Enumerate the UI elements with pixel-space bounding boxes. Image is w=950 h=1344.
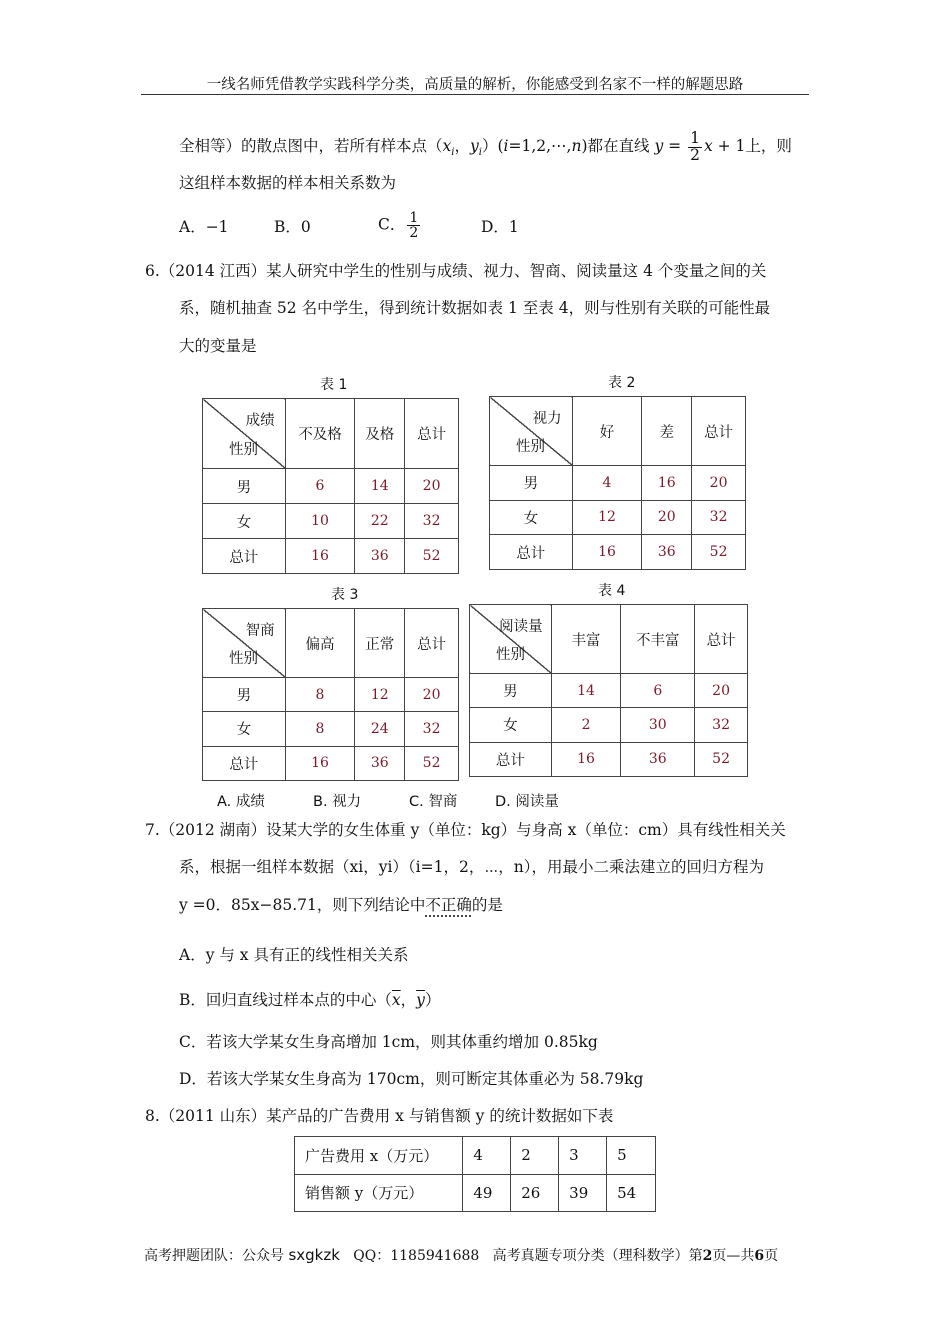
table2-header-corner: 视力 性别 [490, 397, 573, 466]
page-header: 一线名师凭借教学实践科学分类，高质量的解析，你能感受到名家不一样的解题思路 [206, 77, 744, 93]
table3-row-label: 总计 [203, 746, 286, 780]
table2-cell: 4 [572, 466, 642, 501]
table-3 [202, 608, 459, 781]
table3-row-label: 男 [203, 678, 286, 712]
table4-col-header: 不丰富 [621, 605, 695, 674]
table1-col-header: 总计 [405, 399, 459, 469]
table1-row-label: 女 [203, 504, 286, 539]
line-equation: y = $\frac{1}{2}$ x + 1 [654, 129, 746, 164]
table2-cell: 36 [642, 535, 692, 570]
table1-caption: 表 1 [320, 377, 348, 393]
q6-line1: 6.（2014 江西）某人研究中学生的性别与成绩、视力、智商、阅读量这 4 个变量之间的关 [145, 262, 767, 280]
table3-cell: 36 [355, 746, 405, 780]
table1-cell: 20 [405, 469, 459, 504]
table3-cell: 8 [285, 678, 355, 712]
table1-cell: 22 [355, 504, 405, 539]
table1-cell: 52 [405, 539, 459, 574]
q6-line3: 大的变量是 [179, 337, 257, 355]
q7-option-b: B．回归直线过样本点的中心（$\overline{x}$，$\overline{y}$） [179, 991, 441, 1009]
table2-cell: 32 [692, 500, 746, 535]
q7-option-a: A．y 与 x 具有正的线性相关关系 [179, 946, 409, 964]
table1-header-corner: 成绩 性别 [203, 399, 286, 469]
footer-account: sxgkzk [288, 1246, 340, 1264]
table4-col-header: 总计 [695, 605, 748, 674]
q5-option-d: D．1 [481, 218, 519, 236]
table-1 [202, 398, 459, 574]
q8-cell: 3 [559, 1137, 607, 1175]
table1-col-header: 及格 [355, 399, 405, 469]
header-rule [141, 94, 809, 95]
q7-line2: 系，根据一组样本数据（xi，yi）（i=1，2，⋯，n），用最小二乘法建立的回归方程为 [179, 858, 765, 876]
table4-cell: 2 [551, 708, 621, 742]
table2-cell: 20 [692, 466, 746, 501]
table2-row-label: 男 [490, 466, 573, 501]
not-correct-emphasis: 不正确 [425, 896, 472, 914]
table3-caption: 表 3 [331, 587, 359, 603]
table1-cell: 36 [355, 539, 405, 574]
table3-cell: 16 [285, 746, 355, 780]
table4-cell: 6 [621, 674, 695, 708]
q5-option-b: B．0 [274, 218, 311, 236]
q8-cell: 49 [463, 1174, 511, 1212]
table4-cell: 14 [551, 674, 621, 708]
table4-row-label: 总计 [470, 742, 552, 776]
table4-row-label: 男 [470, 674, 552, 708]
q8-line1: 8.（2011 山东）某产品的广告费用 x 与销售额 y 的统计数据如下表 [145, 1107, 614, 1125]
table1-cell: 10 [285, 504, 355, 539]
table4-col-header: 丰富 [551, 605, 621, 674]
q5-option-c: C． $\frac{1}{2}$ [378, 210, 419, 241]
table3-header-corner: 智商 性别 [203, 609, 286, 678]
table4-row-label: 女 [470, 708, 552, 742]
table4-cell: 52 [695, 742, 748, 776]
q8-cell: 2 [511, 1137, 559, 1175]
table1-cell: 16 [285, 539, 355, 574]
table3-row-label: 女 [203, 712, 286, 746]
table2-cell: 52 [692, 535, 746, 570]
q6-option-c: C. 智商 [409, 794, 458, 810]
table1-cell: 32 [405, 504, 459, 539]
table3-col-header: 偏高 [285, 609, 355, 678]
table2-cell: 12 [572, 500, 642, 535]
table4-header-corner: 阅读量 性别 [470, 605, 552, 674]
table2-col-header: 总计 [692, 397, 746, 466]
q8-cell: 5 [607, 1137, 656, 1175]
table3-cell: 8 [285, 712, 355, 746]
table3-cell: 52 [405, 746, 459, 780]
table4-cell: 36 [621, 742, 695, 776]
table3-cell: 12 [355, 678, 405, 712]
q8-row-label: 销售额 y（万元） [295, 1174, 463, 1212]
table3-col-header: 正常 [355, 609, 405, 678]
table2-cell: 20 [642, 500, 692, 535]
table4-caption: 表 4 [598, 583, 626, 599]
table4-cell: 30 [621, 708, 695, 742]
table1-cell: 14 [355, 469, 405, 504]
table-2 [489, 396, 746, 570]
table4-cell: 20 [695, 674, 748, 708]
q6-option-a: A. 成绩 [217, 794, 265, 810]
table2-row-label: 总计 [490, 535, 573, 570]
q6-line2: 系，随机抽查 52 名中学生，得到统计数据如表 1 至表 4，则与性别有关联的可能性最 [179, 299, 771, 317]
table1-cell: 6 [285, 469, 355, 504]
table1-col-header: 不及格 [285, 399, 355, 469]
table3-cell: 24 [355, 712, 405, 746]
q7-line1: 7.（2012 湖南）设某大学的女生体重 y（单位：kg）与身高 x（单位：cm）具有线性相关关 [145, 821, 786, 839]
q8-cell: 4 [463, 1137, 511, 1175]
q7-option-d: D．若该大学某女生身高为 170cm，则可断定其体重必为 58.79kg [179, 1070, 644, 1088]
table2-cell: 16 [642, 466, 692, 501]
q7-option-c: C．若该大学某女生身高增加 1cm，则其体重约增加 0.85kg [179, 1033, 598, 1051]
table2-caption: 表 2 [608, 375, 636, 391]
q6-option-d: D. 阅读量 [495, 794, 559, 810]
table3-cell: 32 [405, 712, 459, 746]
table3-col-header: 总计 [405, 609, 459, 678]
q8-table [294, 1136, 656, 1212]
q5-option-a: A．−1 [179, 218, 229, 236]
table4-cell: 32 [695, 708, 748, 742]
table2-cell: 16 [572, 535, 642, 570]
q5-line1: 全相等）的散点图中，若所有样本点（$x_i$，$y_i)(i=1,2,\cdots,n)$都在直线 y = $\frac{1}{2}$ x + 1上，则 [179, 129, 792, 164]
table2-col-header: 差 [642, 397, 692, 466]
q8-row-label: 广告费用 x（万元） [295, 1137, 463, 1175]
q5-line2: 这组样本数据的样本相关系数为 [179, 174, 397, 192]
table3-cell: 20 [405, 678, 459, 712]
table-4 [469, 604, 748, 777]
table1-row-label: 男 [203, 469, 286, 504]
table2-col-header: 好 [572, 397, 642, 466]
page-footer: 高考押题团队：公众号 sxgkzk QQ：1185941688 高考真题专项分类（理科数学）第2页—共6页 [144, 1246, 779, 1264]
q8-cell: 26 [511, 1174, 559, 1212]
q8-cell: 54 [607, 1174, 656, 1212]
q6-option-b: B. 视力 [313, 794, 362, 810]
table4-cell: 16 [551, 742, 621, 776]
q8-cell: 39 [559, 1174, 607, 1212]
table2-row-label: 女 [490, 500, 573, 535]
table1-row-label: 总计 [203, 539, 286, 574]
q7-line3: y =0．85x−85.71，则下列结论中不正确的是 [179, 896, 503, 914]
